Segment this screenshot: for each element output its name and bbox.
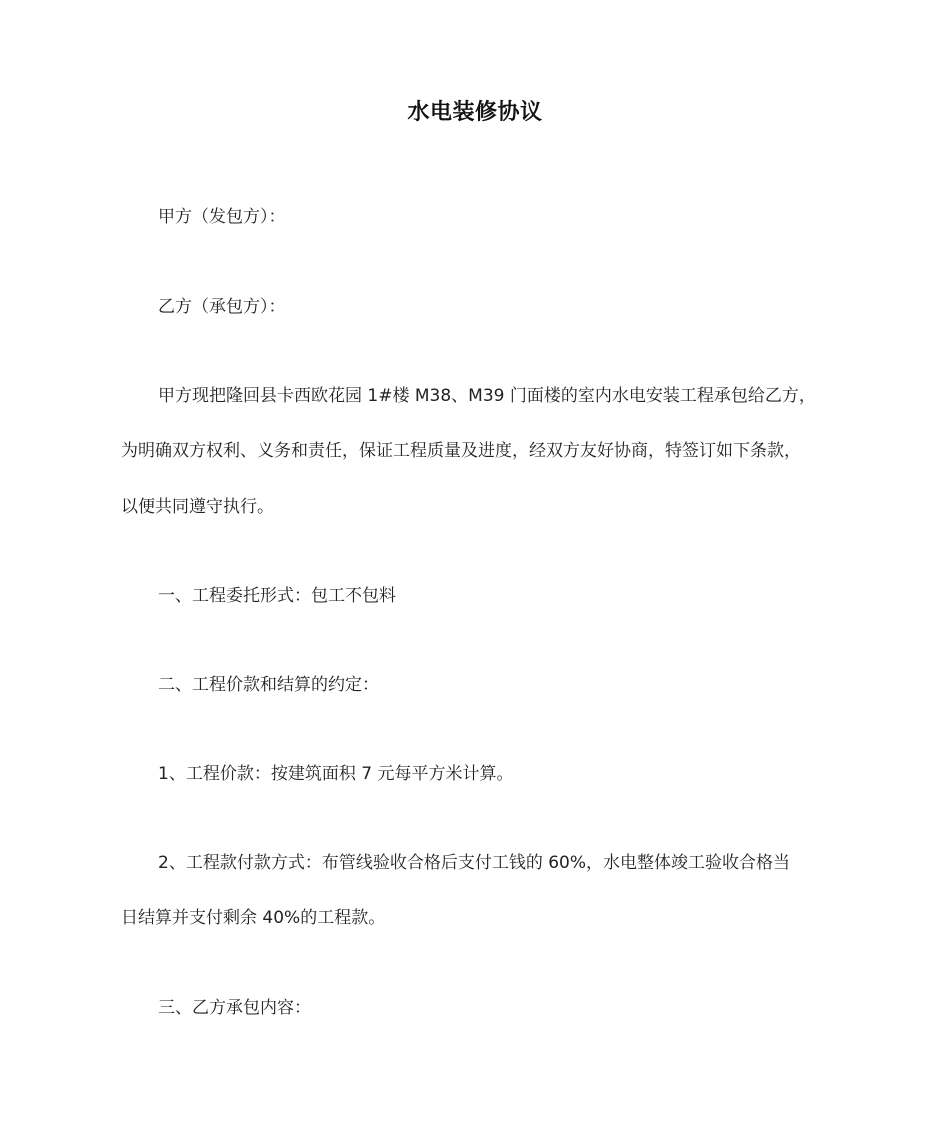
document-title: 水电装修协议 (407, 100, 543, 125)
party-a-label: 甲方（发包方）： (158, 207, 286, 227)
section-3-heading: 三、乙方承包内容： (158, 998, 311, 1018)
section-2-heading: 二、工程价款和结算的约定： (158, 675, 379, 695)
item-1-text: 1、工程价款：按建筑面积 7 元每平方米计算。 (158, 764, 514, 784)
item-2-line-1: 2、工程款付款方式：布管线验收合格后支付工钱的 60%，水电整体竣工验收合格当 (158, 853, 791, 873)
intro-paragraph-line-1: 甲方现把隆回县卡西欧花园 1#楼 M38、M39 门面楼的室内水电安装工程承包给乙方， (158, 386, 816, 406)
item-2-line-2: 日结算并支付剩余 40%的工程款。 (121, 908, 386, 928)
intro-paragraph-line-3: 以便共同遵守执行。 (121, 497, 274, 517)
party-b-label: 乙方（承包方）： (158, 297, 286, 317)
intro-paragraph-line-2: 为明确双方权利、义务和责任，保证工程质量及进度，经双方友好协商，特签订如下条款， (121, 441, 801, 461)
section-1-heading: 一、工程委托形式：包工不包料 (158, 586, 396, 606)
